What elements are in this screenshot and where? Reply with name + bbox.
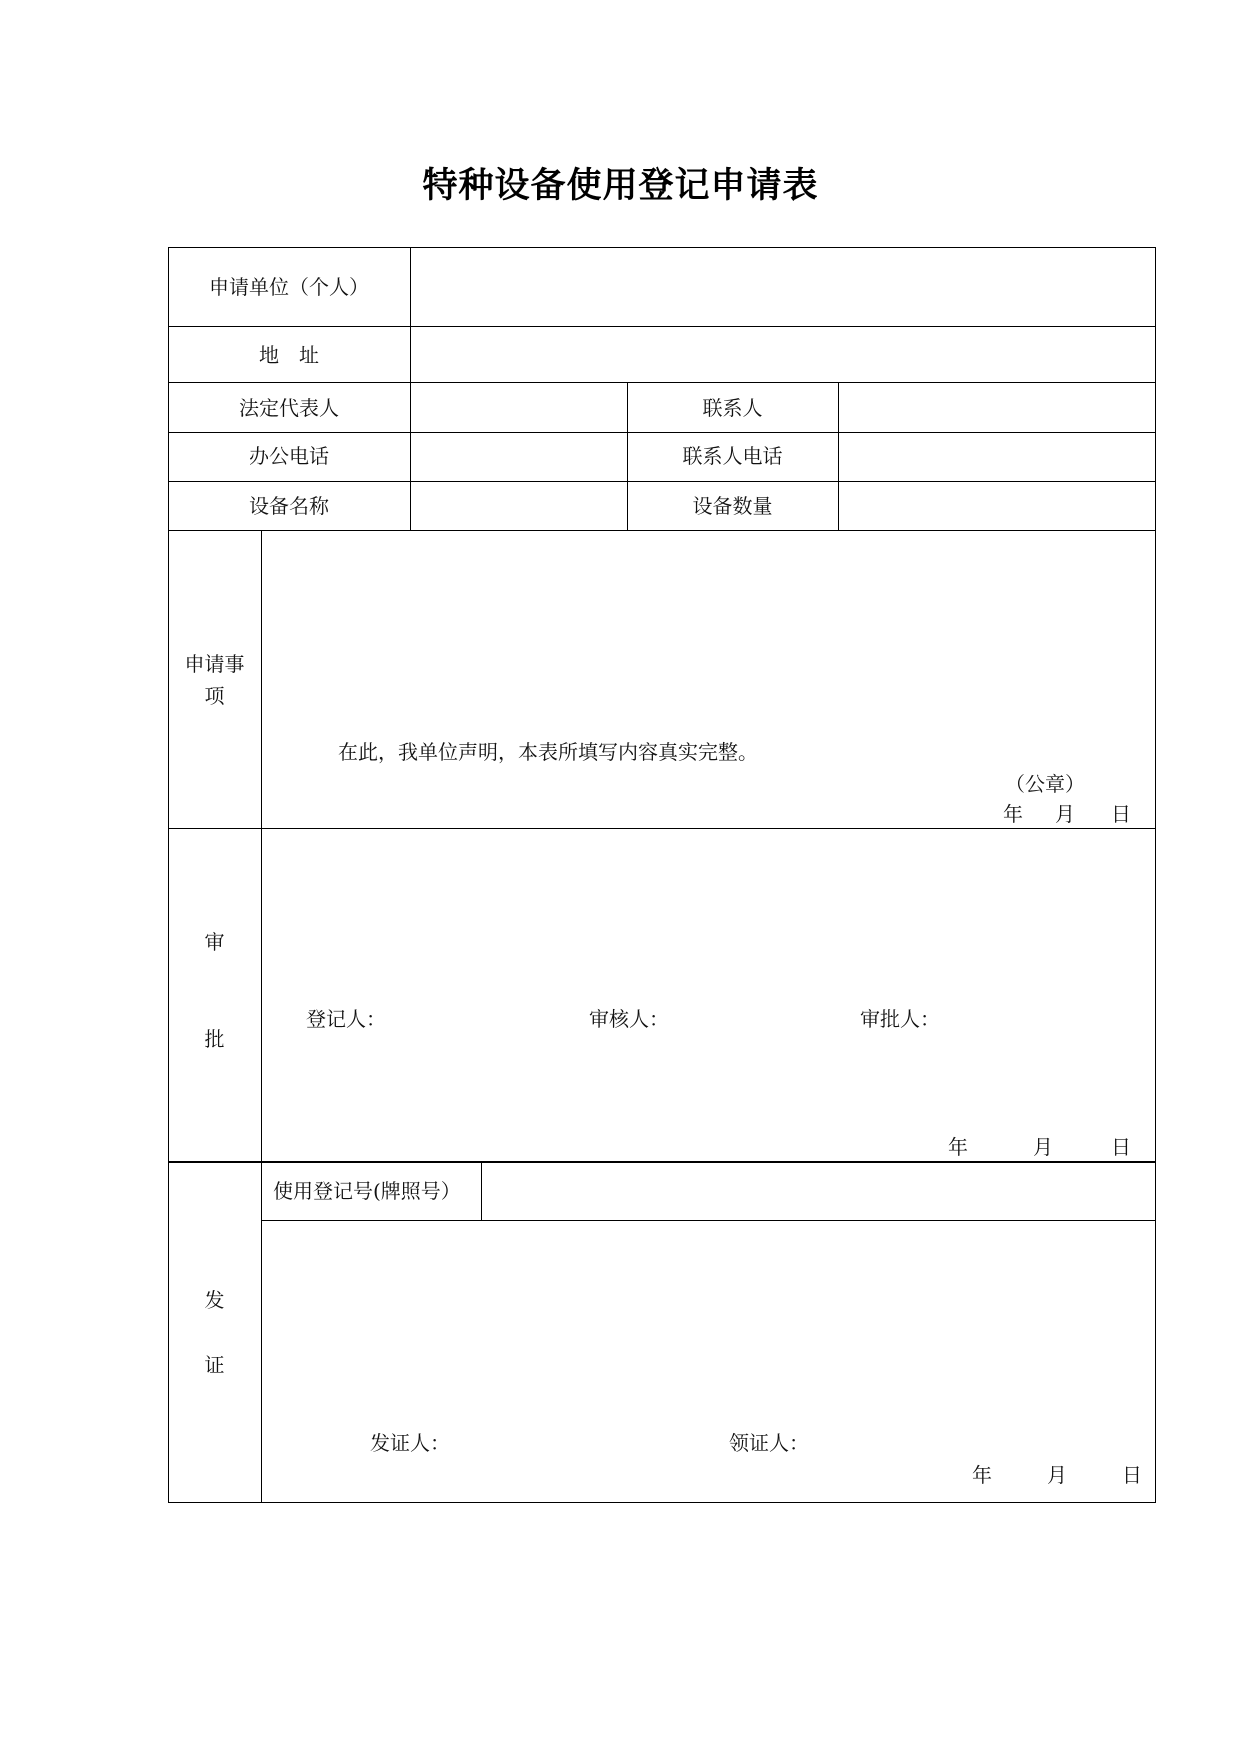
application-content-field[interactable] [262,531,1155,731]
application-year-label: 年 [1003,802,1023,826]
registrar-field[interactable] [390,1000,570,1036]
applicant-field[interactable] [411,248,1155,326]
contact-field[interactable] [839,383,1155,432]
page-title: 特种设备使用登记申请表 [422,166,819,206]
registrar-label: 登记人： [306,1007,386,1031]
row-divider [168,828,1156,829]
issuer-field[interactable] [454,1424,704,1460]
device-name-label: 设备名称 [249,494,329,518]
approval-label-line1: 审 [204,930,225,954]
approver-field[interactable] [944,1000,1144,1036]
issuance-year-label: 年 [972,1463,992,1487]
approver-label: 审批人： [860,1007,940,1031]
issuance-label-line2: 证 [204,1353,225,1377]
approval-year-label: 年 [948,1135,968,1159]
legal-rep-label: 法定代表人 [239,396,339,420]
contact-phone-field[interactable] [839,433,1155,481]
issuance-month-label: 月 [1047,1463,1067,1487]
registration-no-label: 使用登记号(牌照号） [273,1179,461,1203]
declaration-text: 在此，我单位声明，本表所填写内容真实完整。 [338,740,758,764]
approval-day-label: 日 [1111,1135,1131,1159]
address-field[interactable] [411,327,1155,382]
application-label-line2: 项 [204,684,225,708]
contact-phone-label: 联系人电话 [682,444,783,468]
registration-no-field[interactable] [482,1163,1155,1220]
device-qty-field[interactable] [839,482,1155,530]
approval-month-label: 月 [1033,1135,1053,1159]
table-border-bottom [168,1502,1156,1503]
device-qty-label: 设备数量 [692,494,773,518]
reviewer-label: 审核人： [589,1007,669,1031]
office-phone-field[interactable] [411,433,627,481]
receiver-field[interactable] [813,1424,1113,1460]
address-label: 地 址 [259,343,319,367]
row-divider [261,1220,1156,1221]
application-month-label: 月 [1055,802,1075,826]
issuer-label: 发证人： [370,1431,450,1455]
contact-label: 联系人 [702,396,763,420]
applicant-label: 申请单位（个人） [209,275,369,299]
reviewer-field[interactable] [673,1000,853,1036]
application-day-label: 日 [1111,802,1131,826]
table-border-left [168,247,169,1503]
table-border-right [1155,247,1156,1503]
issuance-day-label: 日 [1122,1463,1142,1487]
issuance-label-line1: 发 [204,1288,225,1312]
approval-label-line2: 批 [204,1027,225,1051]
receiver-label: 领证人： [729,1431,809,1455]
legal-rep-field[interactable] [411,383,627,432]
office-phone-label: 办公电话 [249,444,329,468]
seal-label: （公章） [1005,772,1085,796]
application-label-line1: 申请事 [184,652,245,676]
device-name-field[interactable] [411,482,627,530]
